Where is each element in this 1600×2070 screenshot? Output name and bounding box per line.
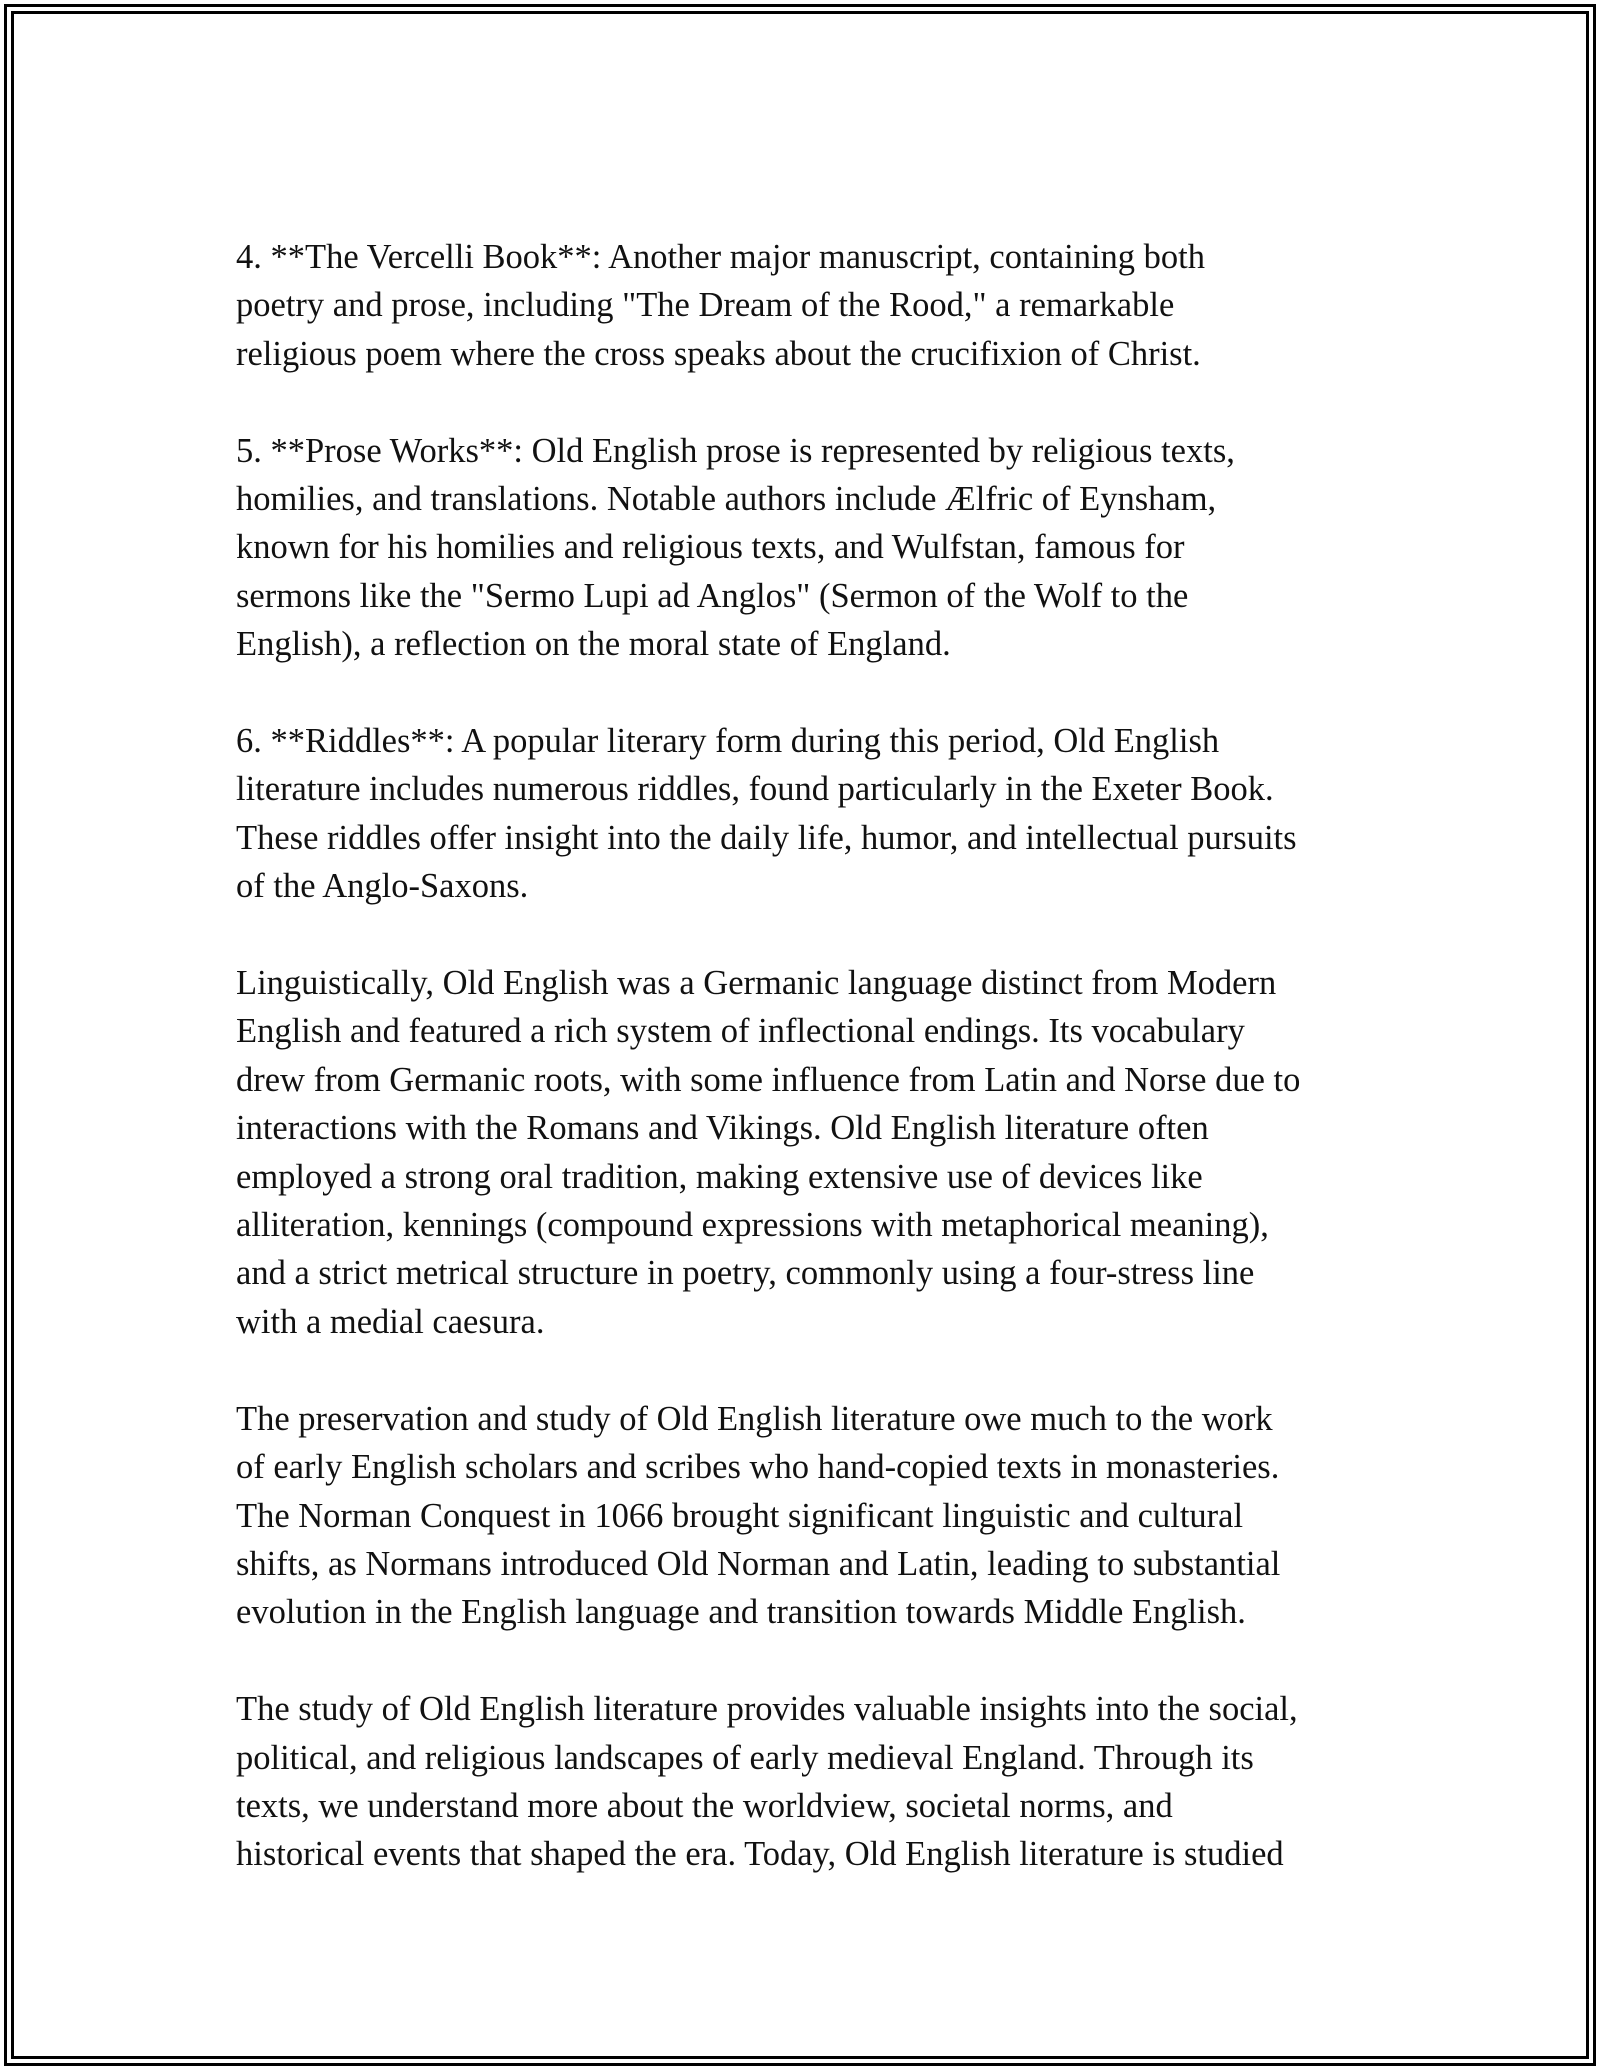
text-line: sermons like the "Sermo Lupi ad Anglos" (Sermon of the Wolf to the xyxy=(236,576,1189,615)
text-line: drew from Germanic roots, with some influence from Latin and Norse due to xyxy=(236,1060,1301,1099)
text-line: of the Anglo-Saxons. xyxy=(236,867,529,906)
text-line: of early English scholars and scribes who hand-copied texts in monasteries. xyxy=(236,1448,1280,1487)
text-line: The preservation and study of Old English literature owe much to the work xyxy=(236,1399,1273,1438)
text-line: 6. **Riddles**: A popular literary form during this period, Old English xyxy=(236,722,1220,761)
text-line: Linguistically, Old English was a Germanic language distinct from Modern xyxy=(236,964,1277,1003)
paragraph-linguistics xyxy=(236,959,1386,1346)
text-line: homilies, and translations. Notable authors include Ælfric of Eynsham, xyxy=(236,480,1217,519)
text-line: English and featured a rich system of inflectional endings. Its vocabulary xyxy=(236,1012,1245,1051)
paragraph-preservation xyxy=(236,1395,1386,1637)
paragraph-riddles xyxy=(236,717,1386,911)
text-line: political, and religious landscapes of early medieval England. Through its xyxy=(236,1738,1254,1777)
text-line: employed a strong oral tradition, making extensive use of devices like xyxy=(236,1157,1203,1196)
text-line: These riddles offer insight into the daily life, humor, and intellectual pursuits xyxy=(236,818,1297,857)
text-line: interactions with the Romans and Vikings. Old English literature often xyxy=(236,1109,1209,1148)
text-line: alliteration, kennings (compound expressions with metaphorical meaning), xyxy=(236,1206,1269,1245)
text-line: evolution in the English language and transition towards Middle English. xyxy=(236,1593,1246,1632)
text-line: known for his homilies and religious texts, and Wulfstan, famous for xyxy=(236,528,1185,567)
text-line: poetry and prose, including "The Dream of the Rood," a remarkable xyxy=(236,286,1175,325)
text-line: shifts, as Normans introduced Old Norman and Latin, leading to substantial xyxy=(236,1544,1281,1583)
text-line: religious poem where the cross speaks about the crucifixion of Christ. xyxy=(236,334,1201,373)
text-line: 5. **Prose Works**: Old English prose is represented by religious texts, xyxy=(236,431,1235,470)
text-line: literature includes numerous riddles, found particularly in the Exeter Book. xyxy=(236,770,1274,809)
document-body xyxy=(236,233,1386,1927)
paragraph-vercelli-book xyxy=(236,233,1386,378)
text-line: with a medial caesura. xyxy=(236,1302,545,1341)
paragraph-study xyxy=(236,1685,1386,1879)
text-line: historical events that shaped the era. Today, Old English literature is studied xyxy=(236,1835,1284,1874)
text-line: and a strict metrical structure in poetry, commonly using a four-stress line xyxy=(236,1254,1255,1293)
text-line: English), a reflection on the moral state of England. xyxy=(236,625,951,664)
text-line: 4. **The Vercelli Book**: Another major manuscript, containing both xyxy=(236,238,1206,276)
text-line: The Norman Conquest in 1066 brought significant linguistic and cultural xyxy=(236,1496,1244,1535)
text-line: The study of Old English literature provides valuable insights into the social, xyxy=(236,1690,1298,1729)
text-line: texts, we understand more about the worldview, societal norms, and xyxy=(236,1786,1173,1825)
paragraph-prose-works xyxy=(236,427,1386,669)
